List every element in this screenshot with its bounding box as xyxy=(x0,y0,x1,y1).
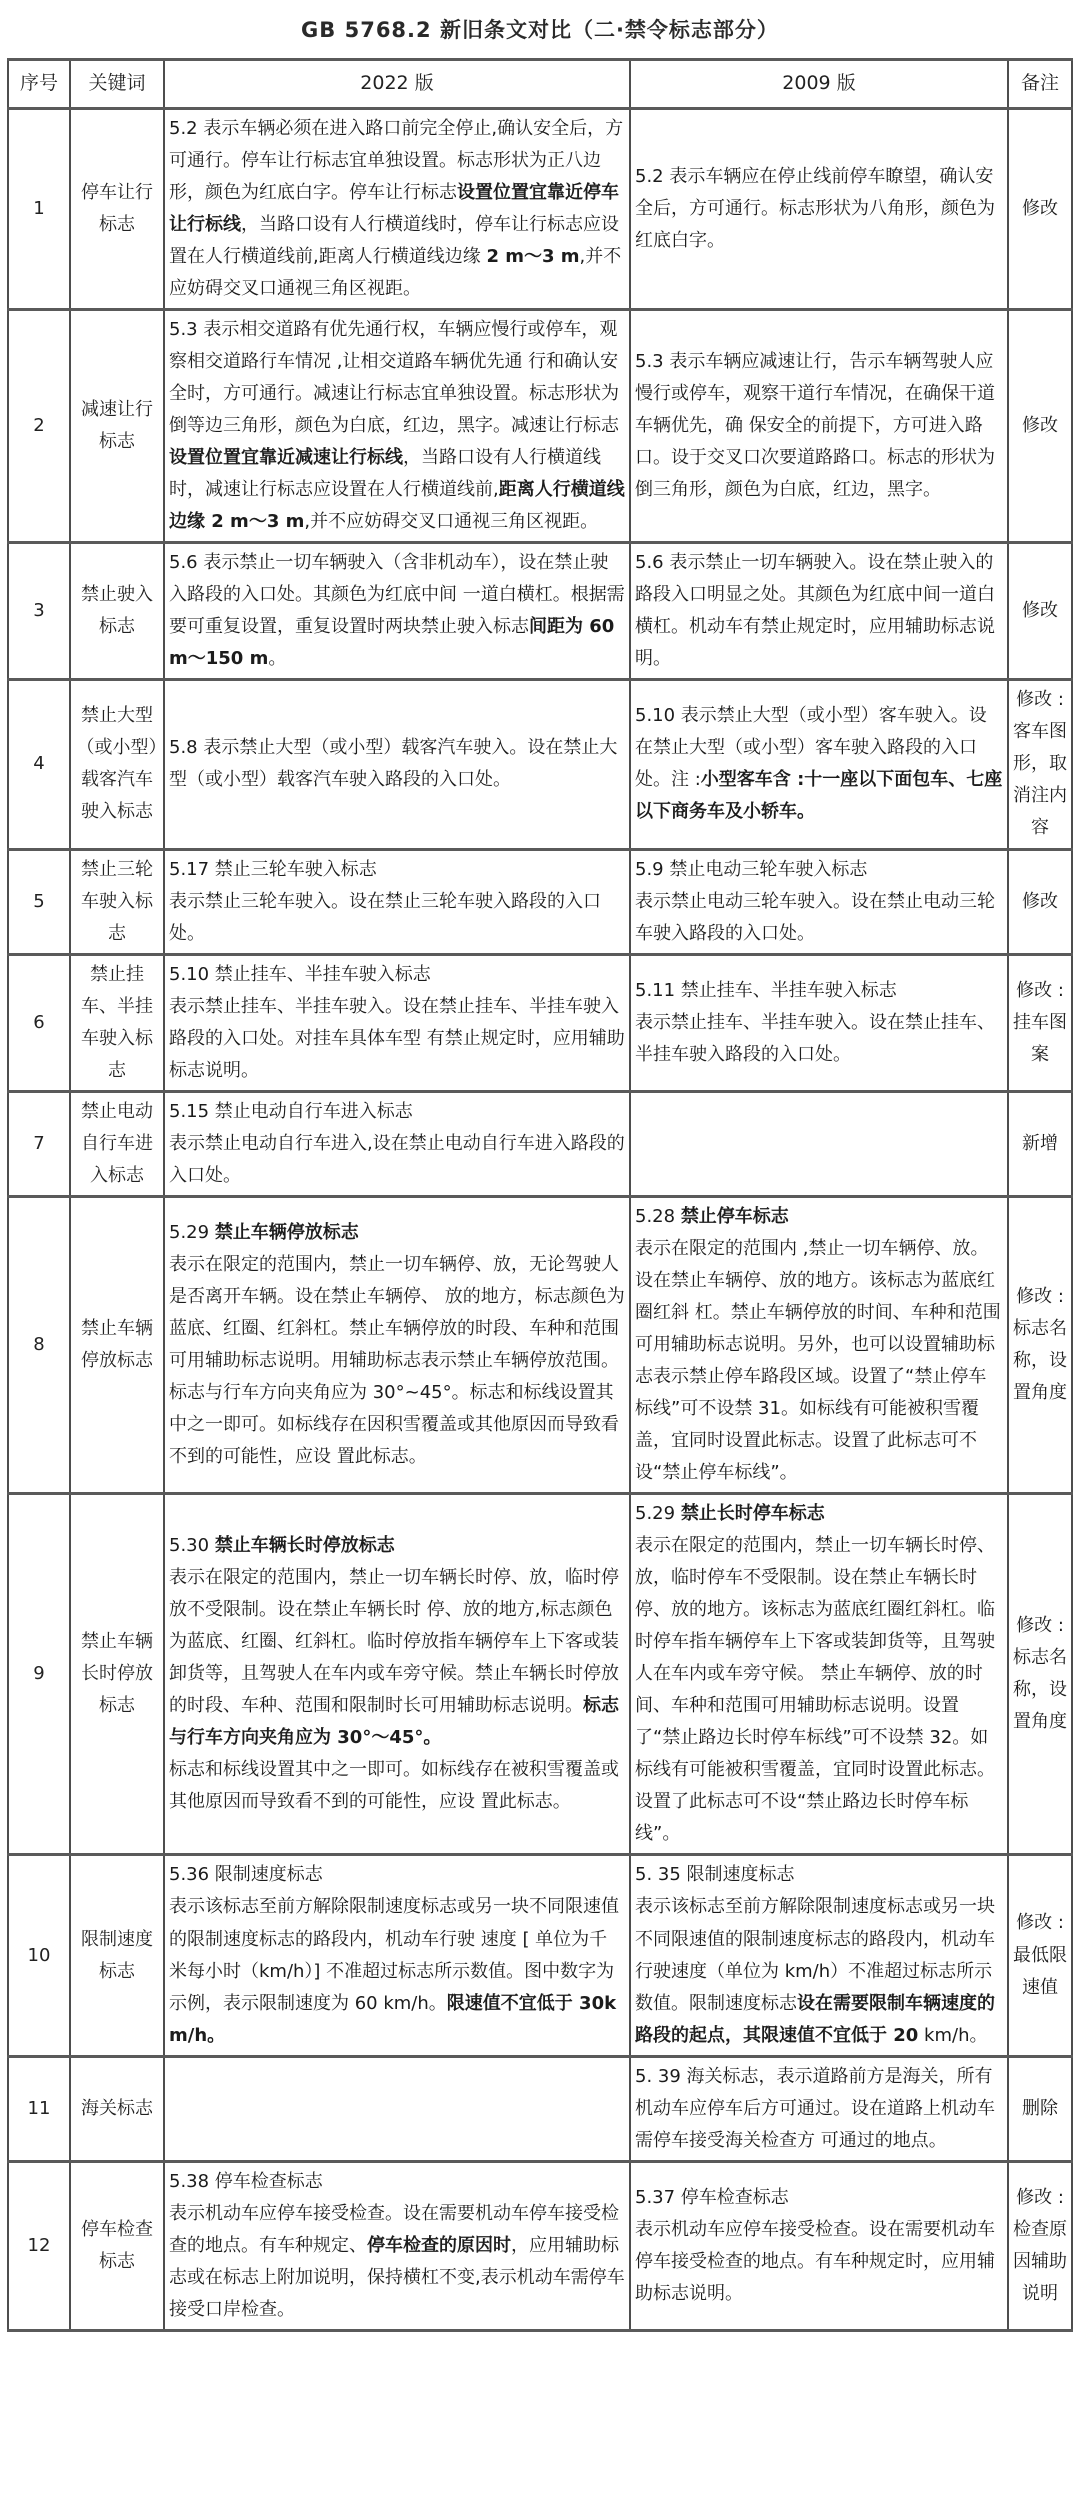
table-row xyxy=(8,1494,1072,1855)
clause-2009-cell xyxy=(630,1855,1008,2056)
table-row xyxy=(8,2161,1072,2330)
keyword-cell: 禁止车辆长时停放标志 xyxy=(70,1494,164,1855)
clause-paragraph: 表示该标志至前方解除限制速度标志或另一块不同限速值的限制速度标志的路段内，机动车行驶 速度 [ 单位为千米每小时（km/h）] 不准超过标志所示数值。图中数字为示例，表示限制速度为 60 km/h。限速值不宜低于 30km/h。 xyxy=(169,1896,619,2046)
clause-paragraph: 5.28 禁止停车标志 xyxy=(635,1205,789,1227)
remark-cell: 修改 xyxy=(1008,310,1072,543)
row-number: 10 xyxy=(8,1855,70,2056)
table-header xyxy=(8,60,1072,109)
clause-paragraph: 5. 35 限制速度标志 xyxy=(635,1864,795,1886)
keyword-cell: 禁止挂车、半挂车驶入标志 xyxy=(70,954,164,1091)
header-row xyxy=(8,60,1072,109)
table-row xyxy=(8,1855,1072,2056)
table-body xyxy=(8,108,1072,2330)
header-remark: 备注 xyxy=(1008,60,1072,109)
clause-2022-cell xyxy=(164,1196,630,1493)
clause-paragraph: 5.17 禁止三轮车驶入标志 xyxy=(169,858,377,880)
clause-paragraph: 5.8 表示禁止大型（或小型）载客汽车驶入。设在禁止大型（或小型）载客汽车驶入路段的入口处。 xyxy=(169,737,618,791)
comparison-table xyxy=(7,58,1073,2332)
header-2022: 2022 版 xyxy=(164,60,630,109)
row-number: 4 xyxy=(8,680,70,849)
remark-cell: 修改 xyxy=(1008,108,1072,309)
header-keyword: 关键词 xyxy=(70,60,164,109)
clause-2022-cell xyxy=(164,108,630,309)
row-number: 12 xyxy=(8,2161,70,2330)
table-row xyxy=(8,1091,1072,1196)
clause-2009-cell xyxy=(630,108,1008,309)
keyword-cell: 停车让行标志 xyxy=(70,108,164,309)
table-row xyxy=(8,954,1072,1091)
clause-2022-cell xyxy=(164,543,630,680)
clause-paragraph: 5.3 表示相交道路有优先通行权，车辆应慢行或停车，观察相交道路行车情况 ,让相交道路车辆优先通 行和确认安全时，方可通行。减速让行标志宜单独设置。标志形状为倒等边三角形，颜色为白底，红边，黑字。减速让行标志设置位置宜靠近减速让行标线，当路口设有人行横道线时，减速让行标志应设置在人行横道线前,距离人行横道线边缘 2 m～3 m,并不应妨碍交叉口通视三角区视距。 xyxy=(169,319,625,533)
clause-2009-cell xyxy=(630,2161,1008,2330)
row-number: 5 xyxy=(8,849,70,954)
row-number: 1 xyxy=(8,108,70,309)
remark-cell: 修改 :检查原因辅助说明 xyxy=(1008,2161,1072,2330)
clause-2009-cell xyxy=(630,2056,1008,2161)
clause-paragraph: 表示禁止三轮车驶入。设在禁止三轮车驶入路段的入口处。 xyxy=(169,890,601,944)
clause-paragraph: 表示在限定的范围内，禁止一切车辆长时停、放，临时停车不受限制。设在禁止车辆长时停、放的地方。该标志为蓝底红圈红斜杠。临时停车指车辆停车上下客或装卸货等，且驾驶人在车内或车旁守候。 禁止车辆停、放的时间、车种和范围可用辅助标志说明。设置了“禁止路边长时停车标线”可不设禁 32。如标线有可能被积雪覆盖，宜同时设置此标志。设置了此标志可不设“禁止路边长时停车标线”。 xyxy=(635,1535,995,1845)
row-number: 3 xyxy=(8,543,70,680)
clause-paragraph: 表示在限定的范围内 ,禁止一切车辆停、放。设在禁止车辆停、放的地方。该标志为蓝底红圈红斜 杠。禁止车辆停放的时间、车种和范围可用辅助标志说明。另外，也可以设置辅助标志表示禁止停车路段区域。设置了“禁止停车标线”可不设禁 31。如标线有可能被积雪覆盖，宜同时设置此标志。设置了此标志可不设“禁止停车标线”。 xyxy=(635,1237,1001,1484)
keyword-cell: 减速让行标志 xyxy=(70,310,164,543)
table-row xyxy=(8,543,1072,680)
clause-paragraph: 5. 39 海关标志，表示道路前方是海关，所有机动车应停车后方可通过。设在道路上机动车需停车接受海关检查方 可通过的地点。 xyxy=(635,2065,995,2151)
clause-2009-cell xyxy=(630,1091,1008,1196)
remark-cell: 修改 xyxy=(1008,849,1072,954)
clause-paragraph: 5.10 表示禁止大型（或小型）客车驶入。设在禁止大型（或小型）客车驶入路段的入口处。注 :小型客车含 :十一座以下面包车、七座以下商务车及小轿车。 xyxy=(635,705,1003,823)
clause-2022-cell xyxy=(164,2161,630,2330)
table-row xyxy=(8,849,1072,954)
remark-cell: 修改 :标志名称，设置角度 xyxy=(1008,1494,1072,1855)
clause-paragraph: 5.36 限制速度标志 xyxy=(169,1864,323,1886)
clause-2022-cell xyxy=(164,1855,630,2056)
clause-paragraph: 表示在限定的范围内，禁止一切车辆停、放，无论驾驶人是否离开车辆。设在禁止车辆停、 放的地方，标志颜色为蓝底、红圈、红斜杠。禁止车辆停放的时段、车种和范围可用辅助标志说明。用辅助标志表示禁止车辆停放范围。标志与行车方向夹角应为 30°~45°。标志和标线设置其中之一即可。如标线存在因积雪覆盖或其他原因而导致看不到的可能性，应设 置此标志。 xyxy=(169,1253,625,1468)
row-number: 2 xyxy=(8,310,70,543)
keyword-cell: 禁止三轮车驶入标志 xyxy=(70,849,164,954)
clause-paragraph: 5.29 禁止车辆停放标志 xyxy=(169,1221,359,1243)
remark-cell: 修改 :客车图形，取消注内容 xyxy=(1008,680,1072,849)
page-title: GB 5768.2 新旧条文对比（二·禁令标志部分） xyxy=(301,18,779,42)
clause-paragraph: 5.37 停车检查标志 xyxy=(635,2186,789,2208)
clause-paragraph: 5.3 表示车辆应减速让行，告示车辆驾驶人应慢行或停车，观察干道行车情况，在确保干道车辆优先，确 保安全的前提下，方可进入路口。设于交叉口次要道路路口。标志的形状为倒三角形，颜色为白底，红边，黑字。 xyxy=(635,351,995,501)
clause-2009-cell xyxy=(630,849,1008,954)
row-number: 6 xyxy=(8,954,70,1091)
clause-paragraph: 5.10 禁止挂车、半挂车驶入标志 xyxy=(169,963,431,985)
clause-paragraph: 5.38 停车检查标志 xyxy=(169,2170,323,2192)
header-2009: 2009 版 xyxy=(630,60,1008,109)
table-row xyxy=(8,1196,1072,1493)
clause-paragraph: 5.6 表示禁止一切车辆驶入（含非机动车），设在禁止驶入路段的入口处。其颜色为红底中间 一道白横杠。根据需要可重复设置，重复设置时两块禁止驶入标志间距为 60 m～150 m。 xyxy=(169,552,625,670)
clause-paragraph: 5.2 表示车辆应在停止线前停车瞭望，确认安全后，方可通行。标志形状为八角形，颜色为红底白字。 xyxy=(635,165,995,251)
clause-2009-cell xyxy=(630,543,1008,680)
keyword-cell: 禁止车辆停放标志 xyxy=(70,1196,164,1493)
clause-paragraph: 表示机动车应停车接受检查。设在需要机动车停车接受检查的地点。有车种规定、停车检查的原因时，应用辅助标志或在标志上附加说明，保持横杠不变,表示机动车需停车接受口岸检查。 xyxy=(169,2202,625,2320)
clause-paragraph: 标志和标线设置其中之一即可。如标线存在被积雪覆盖或其他原因而导致看不到的可能性，应设 置此标志。 xyxy=(169,1759,619,1813)
row-number: 8 xyxy=(8,1196,70,1493)
remark-cell: 修改 xyxy=(1008,543,1072,680)
clause-paragraph: 表示该标志至前方解除限制速度标志或另一块不同限速值的限制速度标志的路段内，机动车行驶速度（单位为 km/h）不准超过标志所示数值。限制速度标志设在需要限制车辆速度的路段的起点，其限速值不宜低于 20 km/h。 xyxy=(635,1896,995,2046)
keyword-cell: 停车检查标志 xyxy=(70,2161,164,2330)
keyword-cell: 限制速度标志 xyxy=(70,1855,164,2056)
remark-cell: 修改 :标志名称，设置角度 xyxy=(1008,1196,1072,1493)
remark-cell: 删除 xyxy=(1008,2056,1072,2161)
clause-paragraph: 5.9 禁止电动三轮车驶入标志 xyxy=(635,858,868,880)
clause-2022-cell xyxy=(164,1091,630,1196)
clause-2022-cell xyxy=(164,954,630,1091)
keyword-cell: 海关标志 xyxy=(70,2056,164,2161)
clause-2022-cell xyxy=(164,1494,630,1855)
clause-2022-cell xyxy=(164,849,630,954)
row-number: 11 xyxy=(8,2056,70,2161)
row-number: 7 xyxy=(8,1091,70,1196)
clause-paragraph: 表示禁止电动三轮车驶入。设在禁止电动三轮车驶入路段的入口处。 xyxy=(635,890,995,944)
row-number: 9 xyxy=(8,1494,70,1855)
clause-2022-cell xyxy=(164,310,630,543)
table-row xyxy=(8,680,1072,849)
remark-cell: 修改 :挂车图案 xyxy=(1008,954,1072,1091)
clause-2009-cell xyxy=(630,310,1008,543)
clause-paragraph: 5.2 表示车辆必须在进入路口前完全停止,确认安全后，方可通行。停车让行标志宜单独设置。标志形状为正八边形，颜色为红底白字。停车让行标志设置位置宜靠近停车让行标线，当路口设有人行横道线时，停车让行标志应设置在人行横道线前,距离人行横道线边缘 2 m～3 m,并不应妨碍交叉口通视三角区视距。 xyxy=(169,117,624,299)
clause-paragraph: 表示在限定的范围内，禁止一切车辆长时停、放，临时停放不受限制。设在禁止车辆长时 停、放的地方,标志颜色为蓝底、红圈、红斜杠。临时停放指车辆停车上下客或装卸货等，且驾驶人在车内或车旁守候。禁止车辆长时停放的时段、车种、范围和限制时长可用辅助标志说明。标志与行车方向夹角应为 30°～45°。 xyxy=(169,1567,619,1749)
clause-paragraph: 表示禁止挂车、半挂车驶入。设在禁止挂车、半挂车驶入路段的入口处。对挂车具体车型 有禁止规定时，应用辅助标志说明。 xyxy=(169,995,625,1081)
clause-2009-cell xyxy=(630,680,1008,849)
clause-paragraph: 表示禁止电动自行车进入,设在禁止电动自行车进入路段的入口处。 xyxy=(169,1132,625,1186)
keyword-cell: 禁止大型（或小型）载客汽车驶入标志 xyxy=(70,680,164,849)
clause-paragraph: 5.15 禁止电动自行车进入标志 xyxy=(169,1100,413,1122)
clause-2022-cell xyxy=(164,2056,630,2161)
clause-paragraph: 表示禁止挂车、半挂车驶入。设在禁止挂车、半挂车驶入路段的入口处。 xyxy=(635,1011,995,1065)
clause-2009-cell xyxy=(630,954,1008,1091)
remark-cell: 修改 :最低限速值 xyxy=(1008,1855,1072,2056)
keyword-cell: 禁止驶入标志 xyxy=(70,543,164,680)
header-no: 序号 xyxy=(8,60,70,109)
table-row xyxy=(8,310,1072,543)
clause-2009-cell xyxy=(630,1494,1008,1855)
clause-paragraph: 5.30 禁止车辆长时停放标志 xyxy=(169,1535,395,1557)
clause-2022-cell xyxy=(164,680,630,849)
keyword-cell: 禁止电动自行车进入标志 xyxy=(70,1091,164,1196)
clause-paragraph: 表示机动车应停车接受检查。设在需要机动车停车接受检查的地点。有车种规定时，应用辅助标志说明。 xyxy=(635,2218,995,2304)
clause-paragraph: 5.29 禁止长时停车标志 xyxy=(635,1503,825,1525)
table-row xyxy=(8,2056,1072,2161)
remark-cell: 新增 xyxy=(1008,1091,1072,1196)
table-row xyxy=(8,108,1072,309)
clause-paragraph: 5.11 禁止挂车、半挂车驶入标志 xyxy=(635,979,897,1001)
clause-2009-cell xyxy=(630,1196,1008,1493)
clause-paragraph: 5.6 表示禁止一切车辆驶入。设在禁止驶入的路段入口明显之处。其颜色为红底中间一道白横杠。机动车有禁止规定时，应用辅助标志说明。 xyxy=(635,552,995,670)
